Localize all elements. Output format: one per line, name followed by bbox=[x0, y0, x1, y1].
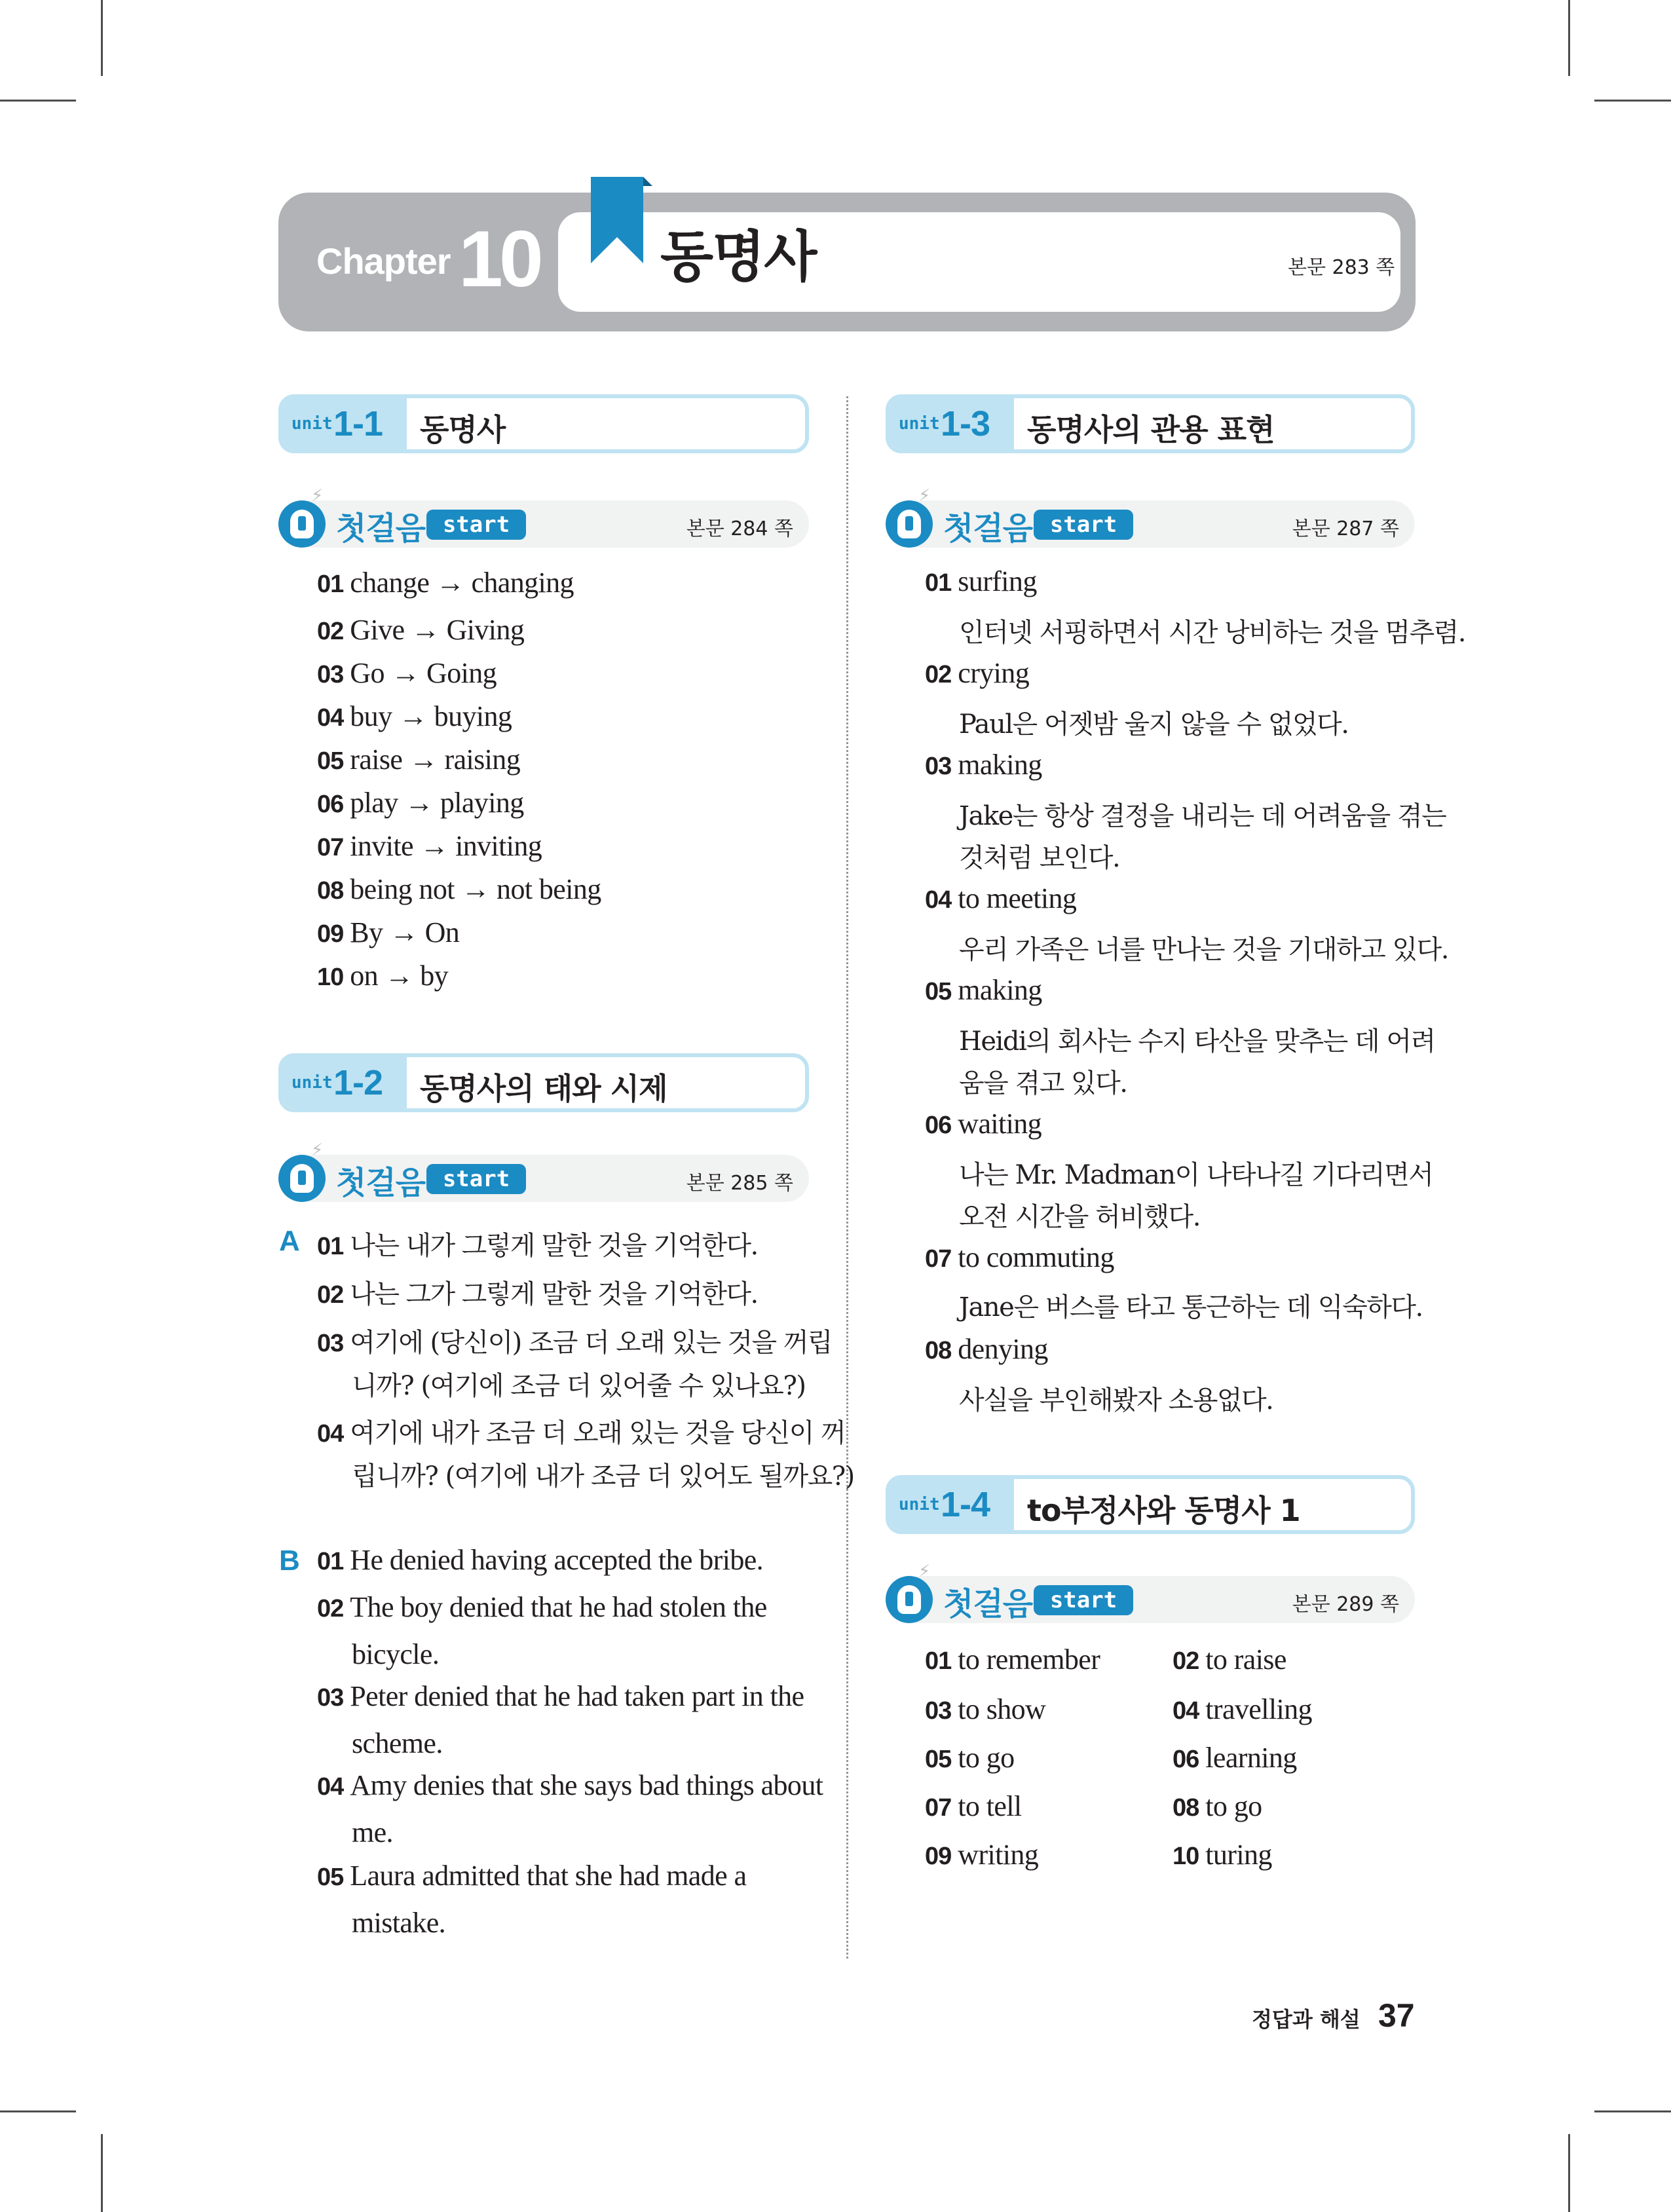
answer-item: 09 writing bbox=[925, 1839, 1039, 1871]
answer-continuation: bicycle. bbox=[352, 1638, 440, 1670]
unit-number: 1-2 bbox=[333, 1063, 383, 1102]
unit-number: 1-4 bbox=[941, 1485, 990, 1524]
start-badge: start bbox=[426, 1164, 526, 1194]
crop-mark bbox=[101, 2134, 103, 2212]
answer-continuation: 립니까? (여기에 내가 조금 더 있어도 될까요?) bbox=[352, 1461, 854, 1491]
footer-label: 정답과 해설 bbox=[1252, 2007, 1361, 2032]
answer-item: 03 Go → Going bbox=[317, 657, 497, 689]
answer-item: 05 Laura admitted that she had made a bbox=[317, 1860, 747, 1892]
answer-item: 03 여기에 (당신이) 조금 더 오래 있는 것을 꺼립 bbox=[317, 1328, 832, 1358]
answer-item: 02 나는 그가 그렇게 말한 것을 기억한다. bbox=[317, 1279, 758, 1309]
unit-word: unit bbox=[899, 414, 940, 434]
answer-continuation: me. bbox=[352, 1816, 393, 1848]
answer-item: 07 invite → inviting bbox=[317, 830, 542, 862]
unit-title: 동명사의 태와 시제 bbox=[420, 1071, 667, 1106]
answer-item: 04 travelling bbox=[1173, 1693, 1312, 1725]
bookmark-icon bbox=[591, 177, 652, 266]
section-page-ref: 본문 287 쪽 bbox=[1292, 517, 1399, 540]
crop-mark bbox=[0, 2110, 76, 2112]
unit-header-1-4 bbox=[886, 1475, 1415, 1534]
answer-item: 05 making bbox=[925, 974, 1042, 1006]
start-badge: start bbox=[426, 510, 526, 540]
chapter-label: Chapter bbox=[316, 240, 451, 282]
answer-item: 01 surfing bbox=[925, 565, 1037, 597]
page-number: 37 bbox=[1378, 1997, 1415, 2034]
answer-continuation: mistake. bbox=[352, 1907, 446, 1939]
chapter-title: 동명사 bbox=[660, 225, 816, 289]
answer-item: 01 to remember bbox=[925, 1643, 1100, 1676]
answer-item: 01 change → changing bbox=[317, 567, 574, 599]
answer-translation: Jake는 항상 결정을 내리는 데 어려움을 겪는 bbox=[959, 801, 1446, 831]
unit-header-1-1 bbox=[278, 394, 809, 453]
unit-header-1-3 bbox=[886, 394, 1415, 453]
answer-item: 03 to show bbox=[925, 1693, 1046, 1725]
answer-item: 01 He denied having accepted the bribe. bbox=[317, 1544, 764, 1576]
section-label: 첫걸음 bbox=[943, 1586, 1033, 1622]
answer-item: 02 to raise bbox=[1173, 1643, 1286, 1676]
crop-mark bbox=[101, 0, 103, 76]
unit-word: unit bbox=[291, 1073, 333, 1093]
part-letter-b: B bbox=[279, 1545, 300, 1577]
answer-item: 02 crying bbox=[925, 657, 1030, 689]
lightbulb-icon: ⚡ bbox=[278, 1155, 326, 1202]
answer-item: 08 being not → not being bbox=[317, 873, 601, 905]
answer-item: 04 buy → buying bbox=[317, 700, 512, 732]
section-page-ref: 본문 284 쪽 bbox=[686, 517, 793, 540]
answer-item: 04 Amy denies that she says bad things about bbox=[317, 1769, 823, 1801]
answer-translation: Heidi의 회사는 수지 타산을 맞추는 데 어려 bbox=[959, 1026, 1435, 1057]
answer-translation: 인터넷 서핑하면서 시간 낭비하는 것을 멈추렴. bbox=[959, 618, 1465, 648]
column-divider bbox=[846, 396, 848, 1959]
answer-item: 01 나는 내가 그렇게 말한 것을 기억한다. bbox=[317, 1231, 758, 1261]
answer-translation: Paul은 어젯밤 울지 않을 수 없었다. bbox=[959, 709, 1349, 740]
section-page-ref: 본문 289 쪽 bbox=[1292, 1593, 1399, 1616]
answer-continuation: 니까? (여기에 조금 더 있어줄 수 있나요?) bbox=[352, 1371, 806, 1401]
answer-translation: Jane은 버스를 타고 통근하는 데 익숙하다. bbox=[959, 1292, 1423, 1322]
start-badge: start bbox=[1034, 510, 1133, 540]
answer-translation: 움을 겪고 있다. bbox=[959, 1068, 1127, 1098]
answer-translation: 사실을 부인해봤자 소용없다. bbox=[959, 1385, 1273, 1415]
answer-item: 06 waiting bbox=[925, 1108, 1042, 1140]
unit-title: 동명사 bbox=[420, 412, 506, 447]
crop-mark bbox=[1594, 100, 1671, 102]
lightbulb-icon: ⚡ bbox=[886, 500, 933, 548]
answer-item: 02 Give → Giving bbox=[317, 614, 525, 646]
section-label: 첫걸음 bbox=[336, 1165, 426, 1201]
answer-item: 05 to go bbox=[925, 1742, 1015, 1774]
answer-item: 03 Peter denied that he had taken part in the bbox=[317, 1680, 804, 1712]
section-head bbox=[886, 486, 1415, 548]
crop-mark bbox=[1568, 0, 1570, 76]
chapter-number: 10 bbox=[459, 214, 540, 303]
unit-header-1-2 bbox=[278, 1053, 809, 1112]
section-head bbox=[278, 486, 809, 548]
section-label: 첫걸음 bbox=[336, 510, 426, 547]
unit-title: to부정사와 동명사 1 bbox=[1027, 1493, 1300, 1528]
answer-item: 04 여기에 내가 조금 더 오래 있는 것을 당신이 꺼 bbox=[317, 1418, 845, 1448]
answer-translation: 나는 Mr. Madman이 나타나길 기다리면서 bbox=[959, 1160, 1433, 1190]
answer-item: 02 The boy denied that he had stolen the bbox=[317, 1591, 767, 1623]
section-head bbox=[886, 1562, 1415, 1623]
lightbulb-icon: ⚡ bbox=[278, 500, 326, 548]
section-head bbox=[278, 1140, 809, 1202]
answer-item: 10 on → by bbox=[317, 960, 449, 992]
crop-mark bbox=[1594, 2110, 1671, 2112]
answer-item: 06 learning bbox=[1173, 1742, 1297, 1774]
unit-word: unit bbox=[291, 414, 333, 434]
answer-item: 04 to meeting bbox=[925, 882, 1077, 914]
chapter-page-ref: 본문 283 쪽 bbox=[1288, 256, 1395, 279]
answer-translation: 오전 시간을 허비했다. bbox=[959, 1202, 1200, 1232]
answer-item: 08 denying bbox=[925, 1333, 1048, 1365]
answer-translation: 우리 가족은 너를 만나는 것을 기대하고 있다. bbox=[959, 935, 1449, 965]
unit-number: 1-3 bbox=[941, 404, 990, 443]
section-label: 첫걸음 bbox=[943, 510, 1033, 547]
answer-item: 08 to go bbox=[1173, 1790, 1262, 1822]
answer-item: 10 turing bbox=[1173, 1839, 1272, 1871]
unit-number: 1-1 bbox=[333, 404, 383, 443]
crop-mark bbox=[1568, 2134, 1570, 2212]
answer-item: 03 making bbox=[925, 749, 1042, 781]
answer-continuation: scheme. bbox=[352, 1727, 443, 1759]
section-page-ref: 본문 285 쪽 bbox=[686, 1172, 793, 1195]
part-letter-a: A bbox=[279, 1225, 300, 1257]
answer-item: 07 to commuting bbox=[925, 1241, 1114, 1273]
crop-mark bbox=[0, 100, 76, 102]
lightbulb-icon: ⚡ bbox=[886, 1576, 933, 1623]
answer-item: 05 raise → raising bbox=[317, 743, 521, 776]
answer-translation: 것처럼 보인다. bbox=[959, 843, 1120, 873]
answer-item: 07 to tell bbox=[925, 1790, 1022, 1822]
answer-item: 06 play → playing bbox=[317, 787, 524, 819]
answer-item: 09 By → On bbox=[317, 916, 460, 948]
unit-word: unit bbox=[899, 1495, 940, 1514]
unit-title: 동명사의 관용 표현 bbox=[1027, 412, 1275, 447]
start-badge: start bbox=[1034, 1585, 1133, 1615]
